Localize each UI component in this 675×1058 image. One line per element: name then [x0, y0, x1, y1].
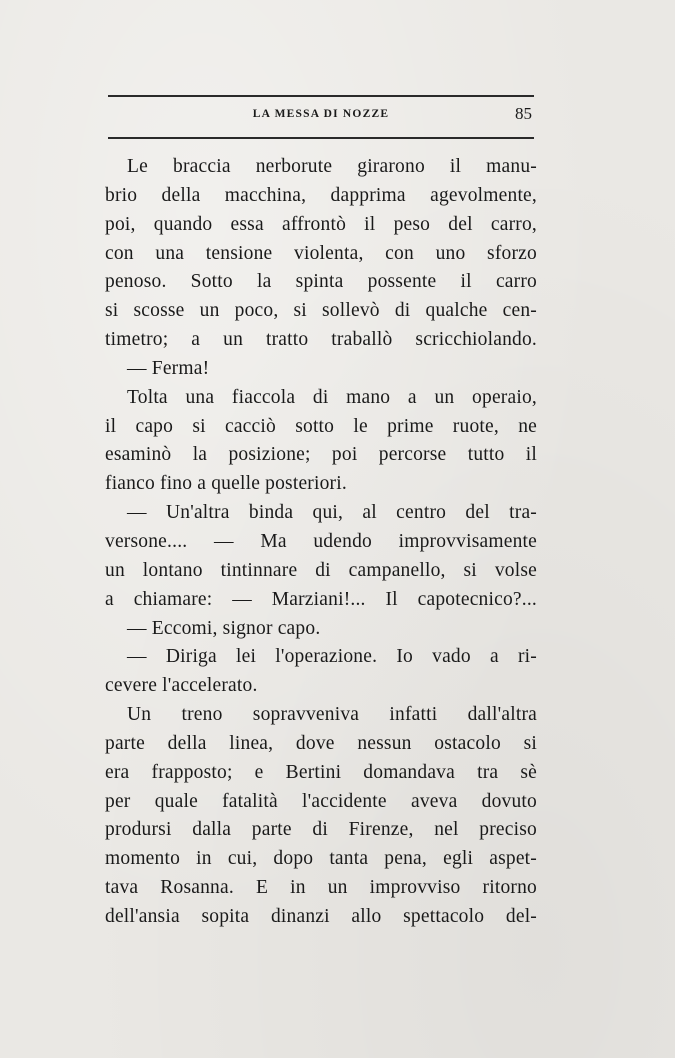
text-line: il capo si cacciò sotto le prime ruote, ne — [105, 415, 537, 437]
text-line: esaminò la posizione; poi percorse tutto il — [105, 444, 537, 466]
text-line: Un treno sopravveniva infatti dall'altra — [127, 704, 537, 726]
text-line: per quale fatalità l'accidente aveva dovuto — [105, 790, 537, 812]
page-number: 85 — [515, 104, 532, 123]
header-rule-bottom — [108, 137, 534, 139]
text-line: versone.... — Ma udendo improvvisamente — [105, 530, 537, 552]
text-line: prodursi dalla parte di Firenze, nel preciso — [105, 819, 537, 841]
text-line: cevere l'accelerato. — [105, 675, 258, 697]
text-line: si scosse un poco, si sollevò di qualche cen- — [105, 300, 537, 322]
text-line: Le braccia nerborute girarono il manu- — [127, 156, 537, 177]
text-line: timetro; a un tratto traballò scricchiolando. — [105, 329, 537, 351]
text-line: a chiamare: — Marziani!... Il capotecnico?... — [105, 588, 537, 610]
text-line: era frapposto; e Bertini domandava tra sè — [105, 761, 537, 783]
running-head — [108, 104, 534, 130]
text-line: momento in cui, dopo tanta pena, egli aspet- — [105, 848, 537, 870]
text-line: con una tensione violenta, con uno sforzo — [105, 242, 537, 264]
text-line: fianco fino a quelle posteriori. — [105, 473, 347, 495]
text-line: Tolta una fiaccola di mano a un operaio, — [127, 386, 537, 408]
text-line: — Un'altra binda qui, al centro del tra- — [127, 502, 537, 524]
body-text — [105, 153, 537, 932]
running-title: LA MESSA DI NOZZE — [252, 108, 390, 120]
text-line: — Diriga lei l'operazione. Io vado a ri- — [127, 646, 537, 668]
text-line: dell'ansia sopita dinanzi allo spettacolo del- — [105, 905, 537, 927]
text-line: brio della macchina, dapprima agevolmente, — [105, 184, 537, 206]
text-line: un lontano tintinnare di campanello, si volse — [105, 559, 537, 581]
text-line: — Ferma! — [127, 357, 210, 379]
text-line: poi, quando essa affrontò il peso del carro, — [105, 213, 537, 235]
text-line: parte della linea, dove nessun ostacolo si — [105, 732, 537, 754]
text-line: penoso. Sotto la spinta possente il carro — [105, 271, 537, 293]
text-line: — Eccomi, signor capo. — [127, 617, 321, 639]
text-line: tava Rosanna. E in un improvviso ritorno — [105, 877, 537, 899]
header-rule-top — [108, 95, 534, 97]
